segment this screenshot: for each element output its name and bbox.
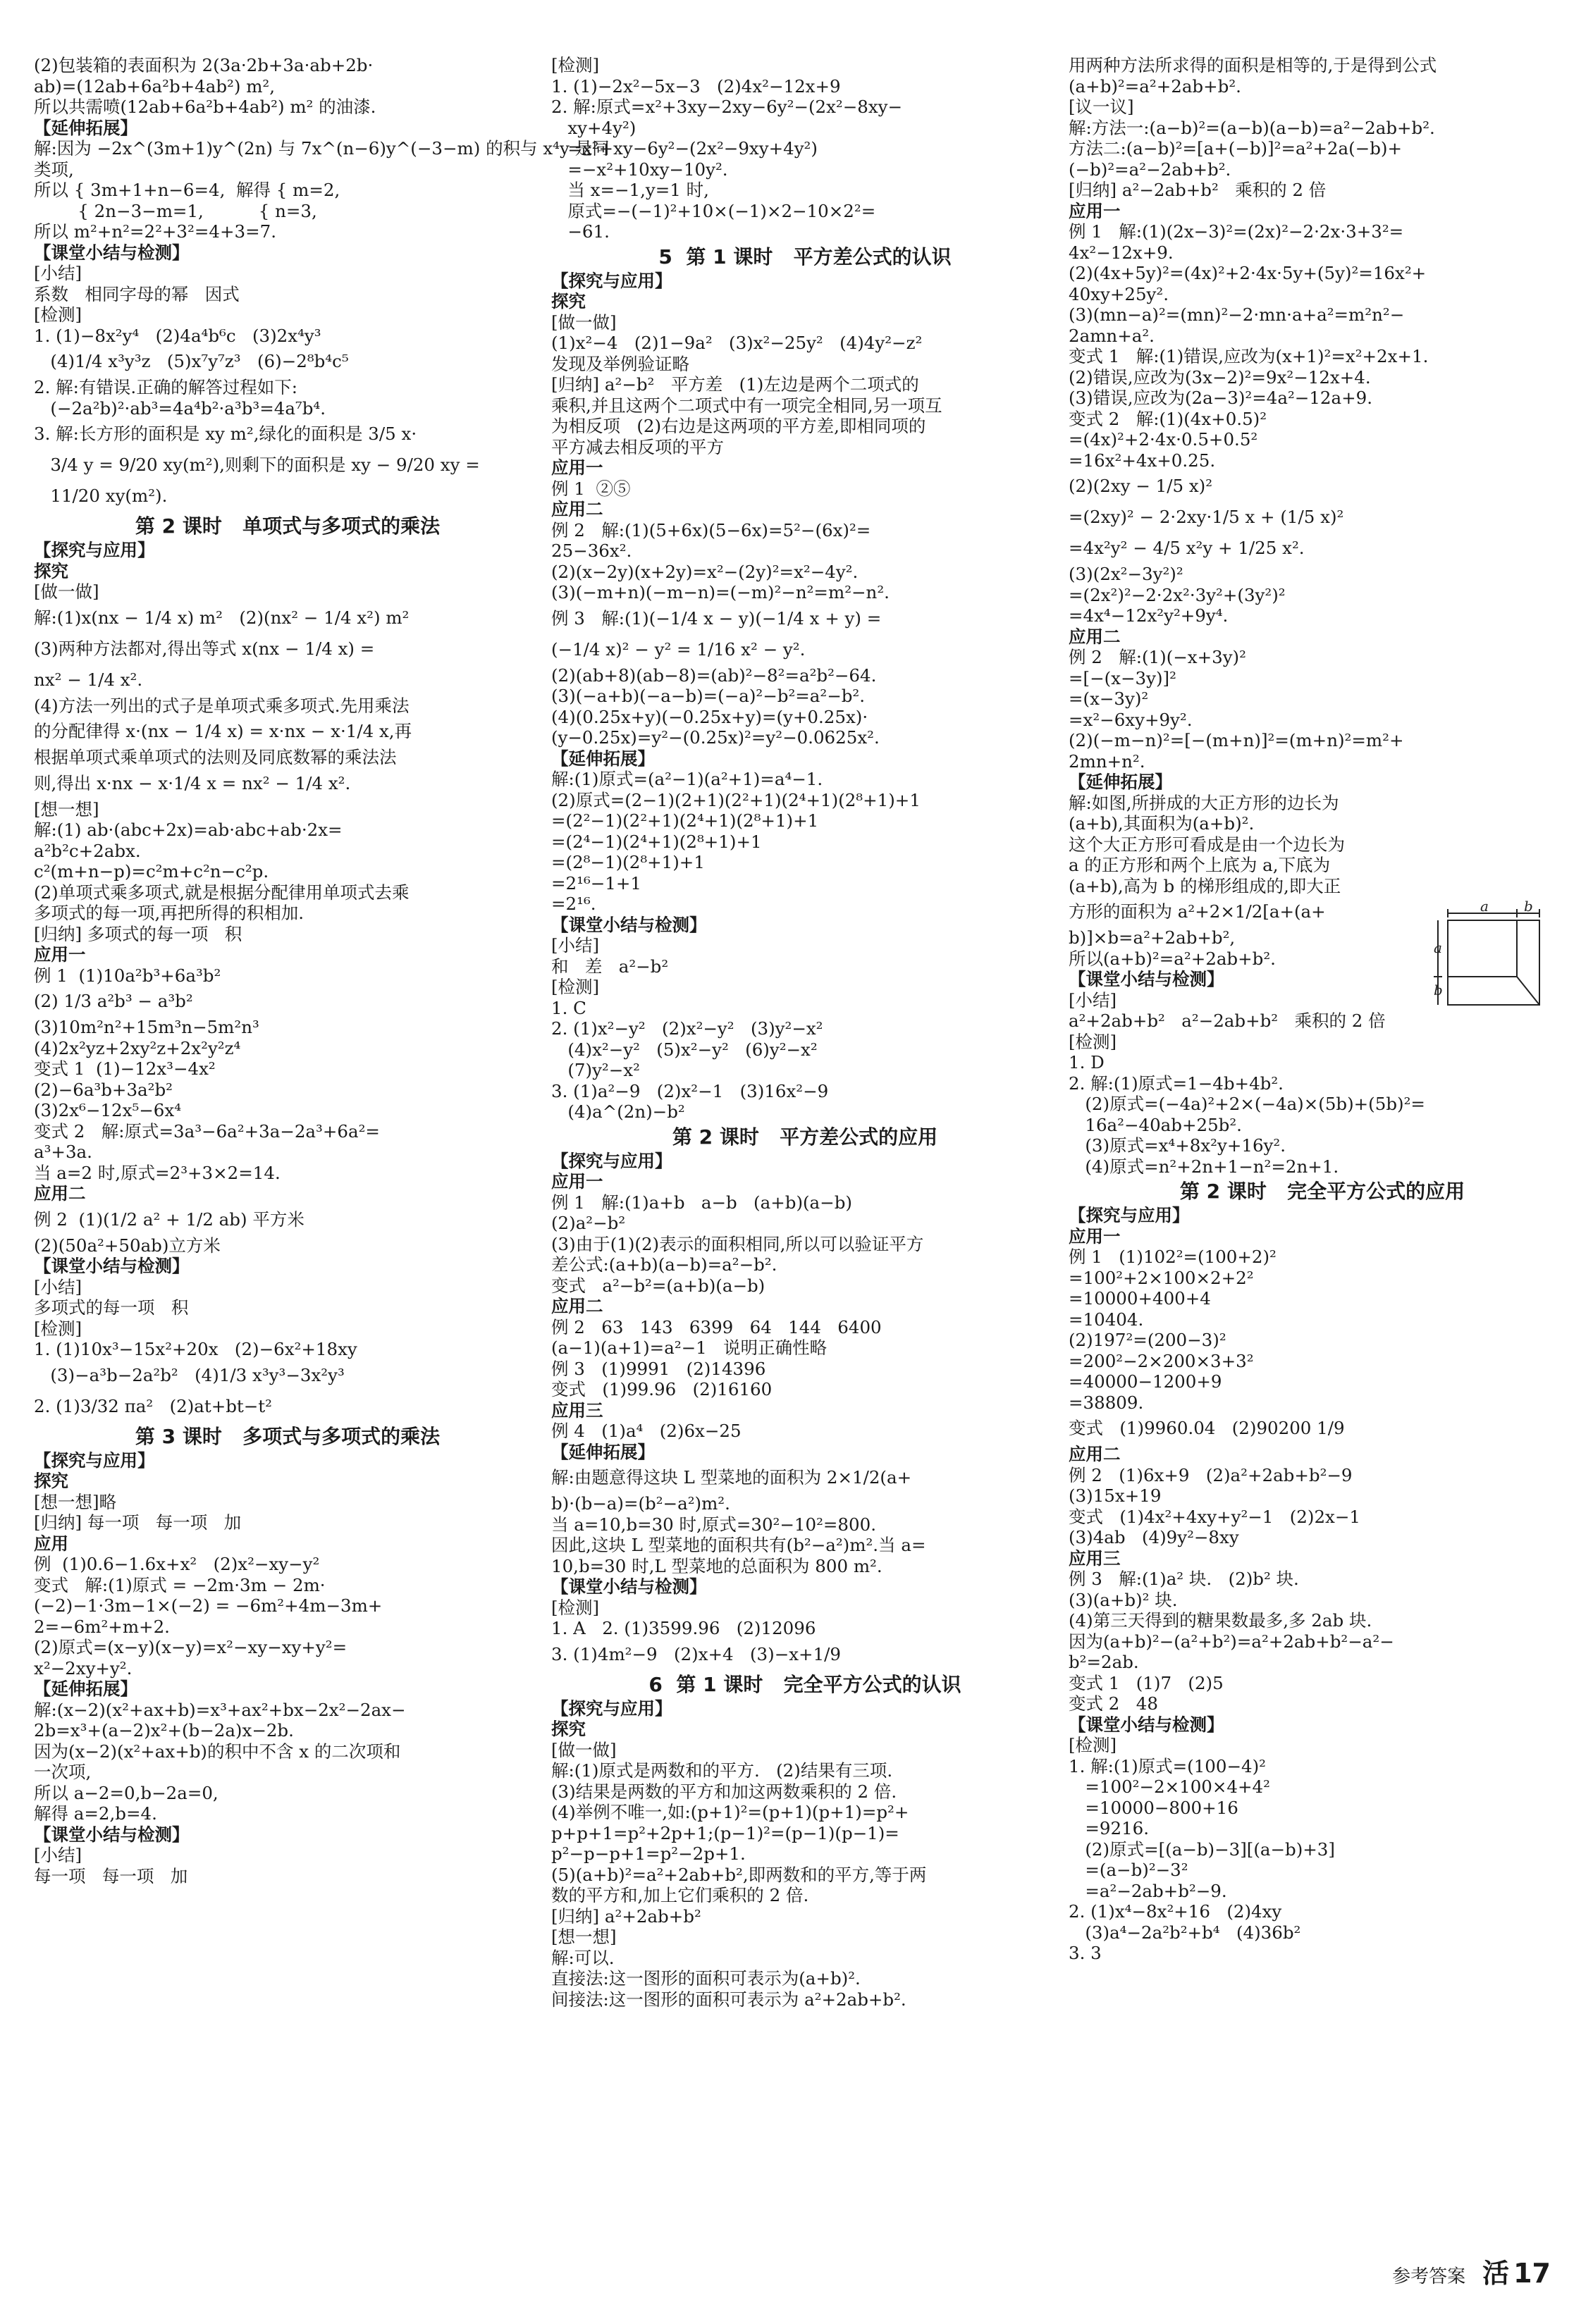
- answer-line: 解:由题意得这块 L 型菜地的面积为 2×1/2(a+: [551, 1467, 912, 1488]
- answer-line: 变式 2 48: [1069, 1693, 1158, 1714]
- answer-line: =200²−2×200×3+3²: [1069, 1350, 1254, 1371]
- answer-line: 例 3 (1)9991 (2)14396: [551, 1358, 766, 1379]
- answer-line: 2mn+n².: [1069, 750, 1145, 772]
- answer-line: 根据单项式乘单项式的法则及同底数幂的乘法法: [34, 747, 397, 767]
- answer-line: =(2⁴−1)(2⁴+1)(2⁸+1)+1: [551, 831, 762, 852]
- answer-line: (2)单项式乘多项式,就是根据分配律用单项式去乘: [34, 882, 410, 903]
- answer-line: =a²−2ab+b²−9.: [1069, 1880, 1227, 1901]
- answer-line: (3)(−a+b)(−a−b)=(−a)²−b²=a²−b².: [551, 686, 866, 706]
- answer-line: 平方减去相反项的平方: [551, 436, 724, 457]
- answer-line: =(a−b)²−3²: [1069, 1860, 1188, 1880]
- section-label: 应用二: [34, 1183, 86, 1204]
- answer-line: (3)10m²n²+15m³n−5m²n³: [34, 1017, 259, 1037]
- answer-line: a 的正方形和两个上底为 a,下底为: [1069, 855, 1331, 875]
- answer-line: (4)方法一列出的式子是单项式乘多项式.先用乘法: [34, 695, 410, 716]
- answer-line: [小结]: [1069, 989, 1117, 1010]
- section-label: 应用二: [1069, 1444, 1121, 1464]
- column-3: [1069, 55, 1576, 1964]
- answer-line: 1. 解:(1)原式=(100−4)²: [1069, 1755, 1266, 1776]
- answer-line: 解得 a=2,b=4.: [34, 1803, 157, 1824]
- section-label: 【课堂小结与检测】: [551, 1576, 707, 1597]
- answer-line: 当 a=2 时,原式=2³+3×2=14.: [34, 1162, 281, 1183]
- answer-line: (4)1/4 x³y³z (5)x⁷y⁷z³ (6)−2⁸b⁴c⁵: [34, 351, 349, 371]
- answer-line: 1. D: [1069, 1052, 1105, 1073]
- answer-line: (2)包装箱的表面积为 2(3a·2b+3a·ab+2b·: [34, 55, 374, 75]
- section-label: 探究: [34, 560, 68, 581]
- answer-line: (3)2x⁶−12x⁵−6x⁴: [34, 1100, 182, 1120]
- section-label: 【探究与应用】: [34, 1450, 155, 1471]
- answer-line: 例 1 (1)102²=(100+2)²: [1069, 1247, 1277, 1267]
- answer-line: 25−36x².: [551, 540, 632, 561]
- answer-line: =[−(x−3y)]²: [1069, 667, 1176, 688]
- answer-line: 解:(x−2)(x²+ax+b)=x³+ax²+bx−2x²−2ax−: [34, 1699, 406, 1720]
- answer-line: b)]×b=a²+2ab+b²,: [1069, 927, 1236, 948]
- answer-line: 所以 { 3m+1+n−6=4, 解得 { m=2,: [34, 180, 340, 200]
- answer-line: p+p+1=p²+2p+1;(p−1)²=(p−1)(p−1)=: [551, 1822, 899, 1843]
- answer-line: 解:(1)原式=(a²−1)(a²+1)=a⁴−1.: [551, 769, 823, 789]
- section-label: 应用一: [1069, 1225, 1121, 1247]
- answer-line: =x²−6xy+9y².: [1069, 709, 1193, 730]
- answer-line: (2)原式=(x−y)(x−y)=x²−xy−xy+y²=: [34, 1637, 347, 1657]
- figure-label-a-top: a: [1480, 898, 1489, 915]
- page-footer: [1392, 2251, 1551, 2290]
- section-label: 应用: [34, 1533, 68, 1554]
- answer-line: 解:如图,所拼成的大正方形的边长为: [1069, 792, 1339, 813]
- answer-line: =−x²+10xy−10y².: [551, 159, 728, 180]
- answer-line: 系数 相同字母的幂 因式: [34, 283, 240, 304]
- answer-line: =9216.: [1069, 1818, 1150, 1838]
- answer-line: 例 1 解:(1)(2x−3)²=(2x)²−2·2x·3+3²=: [1069, 221, 1404, 242]
- answer-line: [归纳] a²+2ab+b²: [551, 1905, 701, 1927]
- answer-line: (a−1)(a+1)=a²−1 说明正确性略: [551, 1337, 828, 1358]
- figure-label-b-side: b: [1434, 982, 1443, 999]
- answer-line: 2. 解:(1)原式=1−4b+4b².: [1069, 1073, 1284, 1094]
- section-label: 应用一: [551, 1171, 603, 1192]
- answer-line: 2. (1)x⁴−8x²+16 (2)4xy: [1069, 1901, 1282, 1922]
- answer-line: 例 1 ②⑤: [551, 478, 631, 499]
- section-label: 【课堂小结与检测】: [1069, 1714, 1224, 1735]
- answer-line: (−b)²=a²−2ab+b².: [1069, 159, 1231, 180]
- section-heading: 第 2 课时 平方差公式的应用: [672, 1125, 938, 1149]
- answer-line: 3/4 y = 9/20 xy(m²),则剩下的面积是 xy − 9/20 xy =: [34, 455, 480, 475]
- answer-line: (2)(2xy − 1/5 x)²: [1069, 476, 1213, 496]
- answer-line: 2. 解:原式=x²+3xy−2xy−6y²−(2x²−8xy−: [551, 97, 903, 117]
- answer-line: 变式 (1)99.96 (2)16160: [551, 1379, 773, 1399]
- section-label: 探究: [551, 291, 586, 311]
- answer-line: p²−p−p+1=p²−2p+1.: [551, 1843, 746, 1864]
- answer-line: 当 a=10,b=30 时,原式=30²−10²=800.: [551, 1514, 876, 1535]
- answer-line: (2)(4x+5y)²=(4x)²+2·4x·5y+(5y)²=16x²+: [1069, 263, 1427, 283]
- answer-line: (3)15x+19: [1069, 1485, 1162, 1506]
- answer-line: 所以共需喷(12ab+6a²b+4ab²) m² 的油漆.: [34, 97, 376, 117]
- section-label: 【探究与应用】: [551, 1150, 672, 1171]
- answer-line: (2)−6a³b+3a²b²: [34, 1079, 173, 1100]
- answer-line: 因此,这块 L 型菜地的面积共有(b²−a²)m².当 a=: [551, 1535, 926, 1555]
- answer-line: [小结]: [34, 1276, 82, 1297]
- section-label: 探究: [34, 1471, 68, 1491]
- answer-line: (2)(ab+8)(ab−8)=(ab)²−8²=a²b²−64.: [551, 665, 877, 686]
- section-label: 应用三: [1069, 1547, 1121, 1569]
- answer-line: (−1/4 x)² − y² = 1/16 x² − y².: [551, 638, 806, 660]
- answer-line: [检测]: [551, 1597, 600, 1618]
- answer-line: 变式 1 解:(1)错误,应改为(x+1)²=x²+2x+1.: [1069, 346, 1429, 366]
- square-diagram: [1434, 898, 1554, 1009]
- section-heading: 第 2 课时 完全平方公式的应用: [1179, 1180, 1465, 1203]
- answer-line: (4)举例不唯一,如:(p+1)²=(p+1)(p+1)=p²+: [551, 1802, 909, 1822]
- answer-line: [想一想]: [34, 798, 99, 820]
- answer-line: 间接法:这一图形的面积可表示为 a²+2ab+b².: [551, 1989, 906, 2010]
- section-label: 【课堂小结与检测】: [34, 1824, 190, 1845]
- answer-line: 1. (1)−8x²y⁴ (2)4a⁴b⁶c (3)2x⁴y³: [34, 325, 321, 346]
- section-label: 应用二: [551, 499, 603, 519]
- answer-line: 3. (1)a²−9 (2)x²−1 (3)16x²−9: [551, 1080, 829, 1101]
- answer-line: 解:方法一:(a−b)²=(a−b)(a−b)=a²−2ab+b².: [1069, 117, 1435, 138]
- section-label: 【课堂小结与检测】: [34, 1256, 190, 1276]
- answer-line: 1. (1)−2x²−5x−3 (2)4x²−12x+9: [551, 75, 841, 97]
- section-label: 应用二: [551, 1296, 603, 1316]
- answer-line: a³+3a.: [34, 1142, 92, 1162]
- answer-line: 变式 (1)9960.04 (2)90200 1/9: [1069, 1418, 1345, 1438]
- section-label: 探究: [551, 1719, 586, 1739]
- section-heading: 6 第 1 课时 完全平方公式的认识: [648, 1672, 961, 1696]
- section-label: 【延伸拓展】: [551, 748, 655, 769]
- answer-line: [做一做]: [34, 581, 99, 602]
- answer-line: [做一做]: [551, 1739, 617, 1760]
- answer-line: =(x−3y)²: [1069, 688, 1149, 709]
- answer-line: 解:(1)原式是两数和的平方. (2)结果有三项.: [551, 1760, 893, 1781]
- answer-line: [做一做]: [551, 311, 617, 333]
- section-label: 【课堂小结与检测】: [1069, 969, 1224, 989]
- answer-line: 例 2 解:(1)(5+6x)(5−6x)=5²−(6x)²=: [551, 519, 871, 540]
- answer-line: (2)(−m−n)²=[−(m+n)]²=(m+n)²=m²+: [1069, 730, 1404, 750]
- answer-line: (7)y²−x²: [551, 1060, 640, 1080]
- answer-line: b²=2ab.: [1069, 1652, 1139, 1672]
- section-label: 【探究与应用】: [34, 540, 155, 560]
- answer-line: 1. (1)10x³−15x²+20x (2)−6x²+18xy: [34, 1339, 357, 1359]
- section-label: 【课堂小结与检测】: [34, 242, 190, 263]
- answer-line: 2. (1)3/32 πa² (2)at+bt−t²: [34, 1395, 272, 1416]
- answer-line: 所以 a−2=0,b−2a=0,: [34, 1782, 219, 1803]
- answer-line: 变式 1 (1)7 (2)5: [1069, 1672, 1224, 1693]
- answer-line: (3)错误,应改为(2a−3)²=4a²−12a+9.: [1069, 388, 1372, 408]
- answer-line: (a+b),其面积为(a+b)².: [1069, 813, 1255, 834]
- answer-line: [小结]: [34, 1845, 82, 1865]
- answer-line: c²(m+n−p)=c²m+c²n−c²p.: [34, 861, 269, 882]
- answer-line: (3)原式=x⁴+8x²y+16y².: [1069, 1135, 1286, 1156]
- section-label: 【课堂小结与检测】: [551, 914, 707, 935]
- section-heading: 5 第 1 课时 平方差公式的认识: [658, 245, 952, 268]
- section-label: 【延伸拓展】: [34, 1679, 137, 1699]
- answer-line: nx² − 1/4 x².: [34, 669, 143, 690]
- answer-line: 例 2 (1)(1/2 a² + 1/2 ab) 平方米: [34, 1209, 305, 1230]
- answer-line: 因为(a+b)²−(a²+b²)=a²+2ab+b²−a²−: [1069, 1631, 1394, 1652]
- answer-line: 的分配律得 x·(nx − 1/4 x) = x·nx − x·1/4 x,再: [34, 721, 412, 741]
- answer-line: 例 3 解:(1)(−1/4 x − y)(−1/4 x + y) =: [551, 607, 882, 629]
- answer-line: 例 2 (1)6x+9 (2)a²+2ab+b²−9: [1069, 1464, 1353, 1485]
- answer-line: (3)(mn−a)²=(mn)²−2·mn·a+a²=m²n²−: [1069, 304, 1405, 325]
- answer-line: [检测]: [1069, 1031, 1117, 1052]
- answer-line: =(4x)²+2·4x·0.5+0.5²: [1069, 429, 1258, 450]
- answer-line: 例 1 (1)10a²b³+6a³b²: [34, 965, 221, 986]
- answer-line: b)·(b−a)=(b²−a²)m².: [551, 1493, 730, 1514]
- answer-line: [归纳] 多项式的每一项 积: [34, 923, 242, 944]
- answer-line: (−2a²b)²·ab³=4a⁴b²·a³b³=4a⁷b⁴.: [34, 397, 326, 419]
- answer-line: (y−0.25x)=y²−(0.25x)²=y²−0.0625x².: [551, 727, 880, 748]
- answer-line: =16x²+4x+0.25.: [1069, 450, 1216, 471]
- answer-line: 1. A 2. (1)3599.96 (2)12096: [551, 1618, 816, 1638]
- answer-line: 解:因为 −2x^(3m+1)y^(2n) 与 7x^(n−6)y^(−3−m) 的积与 x⁴y 是同: [34, 138, 610, 159]
- answer-line: 2b=x³+(a−2)x²+(b−2a)x−2b.: [34, 1720, 294, 1741]
- answer-line: 方形的面积为 a²+2×1/2[a+(a+: [1069, 901, 1326, 922]
- answer-line: −61.: [551, 221, 610, 242]
- answer-line: [想一想]: [551, 1927, 617, 1947]
- section-label: 【延伸拓展】: [1069, 772, 1172, 792]
- footer-brand: 活: [1482, 2258, 1510, 2289]
- section-label: 应用一: [1069, 200, 1121, 221]
- answer-line: [归纳] a²−2ab+b² 乘积的 2 倍: [1069, 180, 1327, 200]
- section-label: 应用一: [34, 944, 86, 965]
- answer-line: (4)2x²yz+2xy²z+2x²y²z⁴: [34, 1037, 241, 1058]
- figure-label-a-side: a: [1434, 939, 1442, 956]
- answer-line: =x²+xy−6y²−(2x²−9xy+4y²): [551, 138, 818, 159]
- answer-line: (4)(0.25x+y)(−0.25x+y)=(y+0.25x)·: [551, 706, 868, 727]
- section-label: 【延伸拓展】: [34, 117, 137, 138]
- answer-line: 每一项 每一项 加: [34, 1865, 188, 1886]
- answer-line: =4x²y² − 4/5 x²y + 1/25 x².: [1069, 538, 1305, 558]
- answer-line: [归纳] 每一项 每一项 加: [34, 1512, 242, 1533]
- answer-line: =10404.: [1069, 1309, 1144, 1330]
- section-heading: 第 3 课时 多项式与多项式的乘法: [135, 1424, 441, 1448]
- answer-line: 解:可以.: [551, 1947, 615, 1968]
- answer-line: (1)x²−4 (2)1−9a² (3)x²−25y² (4)4y²−z²: [551, 333, 923, 353]
- answer-line: =40000−1200+9: [1069, 1371, 1222, 1392]
- answer-line: 多项式的每一项,再把所得的积相加.: [34, 903, 305, 923]
- section-label: 【探究与应用】: [551, 1698, 672, 1719]
- answer-line: 变式 a²−b²=(a+b)(a−b): [551, 1275, 765, 1296]
- section-heading: 第 2 课时 单项式与多项式的乘法: [135, 514, 441, 538]
- answer-line: =38809.: [1069, 1392, 1144, 1413]
- answer-line: 用两种方法所求得的面积是相等的,于是得到公式: [1069, 55, 1437, 75]
- answer-line: 直接法:这一图形的面积可表示为(a+b)².: [551, 1968, 861, 1989]
- answer-line: (−2)−1·3m−1×(−2) = −6m²+4m−3m+: [34, 1595, 383, 1616]
- section-label: 【延伸拓展】: [551, 1441, 655, 1462]
- answer-line: 解:(1) ab·(abc+2x)=ab·abc+ab·2x=: [34, 820, 343, 840]
- answer-line: 例 1 解:(1)a+b a−b (a+b)(a−b): [551, 1192, 852, 1213]
- answer-line: 例 2 解:(1)(−x+3y)²: [1069, 647, 1246, 667]
- answer-line: =10000+400+4: [1069, 1288, 1211, 1309]
- answer-line: 16a²−40ab+25b².: [1069, 1114, 1242, 1135]
- answer-line: (3)(a+b)² 块.: [1069, 1589, 1178, 1610]
- answer-line: (2)错误,应改为(3x−2)²=9x²−12x+4.: [1069, 366, 1371, 388]
- answer-line: ab)=(12ab+6a²b+4ab²) m²,: [34, 75, 276, 97]
- answer-line: =(2²−1)(2²+1)(2⁴+1)(2⁸+1)+1: [551, 810, 819, 831]
- answer-line: [归纳] a²−b² 平方差 (1)左边是两个二项式的: [551, 374, 919, 395]
- answer-line: { 2n−3−m=1, { n=3,: [34, 200, 317, 221]
- section-label: 应用三: [551, 1399, 603, 1421]
- answer-line: (2)原式=(2−1)(2+1)(2²+1)(2⁴+1)(2⁸+1)+1: [551, 789, 921, 810]
- answer-line: 方法二:(a−b)²=[a+(−b)]²=a²+2a(−b)+: [1069, 138, 1402, 159]
- answer-line: (a+b),高为 b 的梯形组成的,即大正: [1069, 875, 1341, 896]
- answer-line: (2)(50a²+50ab)立方米: [34, 1235, 221, 1256]
- answer-line: =4x⁴−12x²y²+9y⁴.: [1069, 605, 1229, 626]
- answer-line: (3)a⁴−2a²b²+b⁴ (4)36b²: [1069, 1922, 1301, 1943]
- answer-line: (4)第三天得到的糖果数最多,多 2ab 块.: [1069, 1610, 1372, 1631]
- answer-line: 2amn+a².: [1069, 325, 1155, 346]
- answer-line: 3. 3: [1069, 1943, 1102, 1963]
- answer-line: a²b²c+2abx.: [34, 840, 141, 861]
- answer-line: 发现及举例验证略: [551, 353, 689, 374]
- answer-line: 多项式的每一项 积: [34, 1297, 189, 1318]
- answer-line: (5)(a+b)²=a²+2ab+b²,即两数和的平方,等于两: [551, 1864, 927, 1885]
- answer-line: 变式 2 解:(1)(4x+0.5)²: [1069, 408, 1267, 429]
- answer-line: 例 2 63 143 6399 64 144 6400: [551, 1316, 882, 1337]
- answer-line: 乘积,并且这两个二项式中有一项完全相同,另一项互: [551, 395, 942, 416]
- section-label: 【探究与应用】: [1069, 1205, 1190, 1225]
- answer-line: 一次项,: [34, 1762, 92, 1782]
- answer-line: 原式=−(−1)²+10×(−1)×2−10×2²=: [551, 200, 876, 221]
- answer-line: 所以 m²+n²=2²+3²=4+3=7.: [34, 221, 276, 242]
- answer-line: 例 4 (1)a⁴ (2)6x−25: [551, 1421, 742, 1441]
- answer-line: =(2⁸−1)(2⁸+1)+1: [551, 852, 705, 872]
- answer-line: (3)−a³b−2a²b² (4)1/3 x³y³−3x²y³: [34, 1364, 345, 1385]
- answer-line: 例 3 解:(1)a² 块. (2)b² 块.: [1069, 1569, 1299, 1589]
- answer-line: [议一议]: [1069, 97, 1134, 117]
- section-label: 应用二: [1069, 626, 1121, 647]
- answer-line: 4x²−12x+9.: [1069, 242, 1174, 263]
- answer-line: 2. (1)x²−y² (2)x²−y² (3)y²−x²: [551, 1018, 823, 1039]
- answer-line: 10,b=30 时,L 型菜地的总面积为 800 m².: [551, 1555, 882, 1576]
- answer-line: 变式 解:(1)原式 = −2m·3m − 2m·: [34, 1574, 326, 1595]
- answer-line: (4)原式=n²+2n+1−n²=2n+1.: [1069, 1156, 1339, 1177]
- answer-line: [想一想]略: [34, 1491, 117, 1512]
- answer-line: (3)4ab (4)9y²−8xy: [1069, 1527, 1239, 1547]
- answer-line: [检测]: [551, 55, 600, 75]
- answer-line: 2=−6m²+m+2.: [34, 1616, 170, 1637]
- answer-line: [小结]: [551, 935, 600, 956]
- answer-line: x²−2xy+y².: [34, 1657, 133, 1679]
- answer-line: 类项,: [34, 159, 74, 180]
- answer-line: 为相反项 (2)右边是这两项的平方差,即相同项的: [551, 416, 926, 436]
- answer-line: 3. (1)4m²−9 (2)x+4 (3)−x+1/9: [551, 1643, 841, 1664]
- answer-line: (a+b)²=a²+2ab+b².: [1069, 75, 1241, 97]
- answer-line: (2)(x−2y)(x+2y)=x²−(2y)²=x²−4y².: [551, 561, 859, 582]
- column-2: [551, 55, 1059, 2010]
- answer-line: 变式 2 解:原式=3a³−6a²+3a−2a³+6a²=: [34, 1120, 380, 1142]
- answer-line: 2. 解:有错误.正确的解答过程如下:: [34, 377, 297, 397]
- answer-line: [检测]: [34, 304, 82, 325]
- answer-line: 则,得出 x·nx − x·1/4 x = nx² − 1/4 x².: [34, 772, 351, 793]
- answer-line: =100²+2×100×2+2²: [1069, 1267, 1254, 1288]
- answer-line: (2)原式=(−4a)²+2×(−4a)×(5b)+(5b)²=: [1069, 1094, 1425, 1114]
- answer-line: [小结]: [34, 263, 82, 283]
- answer-line: 40xy+25y².: [1069, 283, 1169, 304]
- answer-line: 当 x=−1,y=1 时,: [551, 180, 709, 200]
- answer-line: 因为(x−2)(x²+ax+b)的积中不含 x 的二次项和: [34, 1741, 401, 1762]
- answer-line: (4)x²−y² (5)x²−y² (6)y²−x²: [551, 1039, 818, 1060]
- answer-line: [检测]: [1069, 1735, 1117, 1755]
- answer-line: 所以(a+b)²=a²+2ab+b².: [1069, 948, 1276, 969]
- answer-line: =10000−800+16: [1069, 1797, 1238, 1818]
- answer-line: 这个大正方形可看成是由一个边长为: [1069, 834, 1345, 855]
- answer-line: (2)a²−b²: [551, 1213, 626, 1233]
- figure-label-b-top: b: [1524, 898, 1533, 915]
- answer-line: [检测]: [551, 977, 600, 997]
- answer-line: (2)原式=[(a−b)−3][(a−b)+3]: [1069, 1838, 1335, 1860]
- answer-line: =2¹⁶−1+1: [551, 872, 641, 894]
- answer-line: xy+4y²): [551, 117, 636, 138]
- answer-line: (3)由于(1)(2)表示的面积相同,所以可以验证平方: [551, 1233, 924, 1254]
- answer-line: 和 差 a²−b²: [551, 956, 669, 977]
- answer-line: (3)(2x²−3y²)²: [1069, 564, 1183, 584]
- answer-line: (3)(−m+n)(−m−n)=(−m)²−n²=m²−n².: [551, 582, 890, 602]
- answer-line: (4)a^(2n)−b²: [551, 1101, 685, 1122]
- answer-line: 3. 解:长方形的面积是 xy m²,绿化的面积是 3/5 x·: [34, 424, 417, 444]
- answer-line: 11/20 xy(m²).: [34, 486, 168, 506]
- answer-line: 数的平方和,加上它们乘积的 2 倍.: [551, 1885, 809, 1905]
- answer-line: 变式 1 (1)−12x³−4x²: [34, 1058, 216, 1079]
- answer-line: =(2xy)² − 2·2xy·1/5 x + (1/5 x)²: [1069, 507, 1344, 527]
- answer-line: (2)197²=(200−3)²: [1069, 1330, 1226, 1350]
- answer-line: =2¹⁶.: [551, 894, 596, 914]
- answer-line: (2) 1/3 a²b³ − a³b²: [34, 991, 193, 1011]
- section-label: 【探究与应用】: [551, 270, 672, 291]
- answer-line: (3)结果是两数的平方和加这两数乘积的 2 倍.: [551, 1781, 897, 1802]
- answer-line: =100²−2×100×4+4²: [1069, 1776, 1270, 1797]
- page-number: 17: [1513, 2258, 1551, 2289]
- answer-line: 1. C: [551, 997, 586, 1018]
- footer-label: 参考答案: [1392, 2266, 1466, 2287]
- answer-line: 差公式:(a+b)(a−b)=a²−b².: [551, 1254, 777, 1275]
- section-label: 应用一: [551, 457, 603, 478]
- answer-line: =(2x²)²−2·2x²·3y²+(3y²)²: [1069, 584, 1286, 605]
- answer-line: (3)两种方法都对,得出等式 x(nx − 1/4 x) =: [34, 638, 375, 659]
- answer-line: 变式 (1)4x²+4xy+y²−1 (2)2x−1: [1069, 1506, 1360, 1527]
- answer-line: a²+2ab+b² a²−2ab+b² 乘积的 2 倍: [1069, 1010, 1386, 1031]
- answer-line: 例 (1)0.6−1.6x+x² (2)x²−xy−y²: [34, 1554, 320, 1574]
- answer-line: 解:(1)x(nx − 1/4 x) m² (2)(nx² − 1/4 x²) m²: [34, 607, 410, 628]
- answer-line: [检测]: [34, 1318, 82, 1339]
